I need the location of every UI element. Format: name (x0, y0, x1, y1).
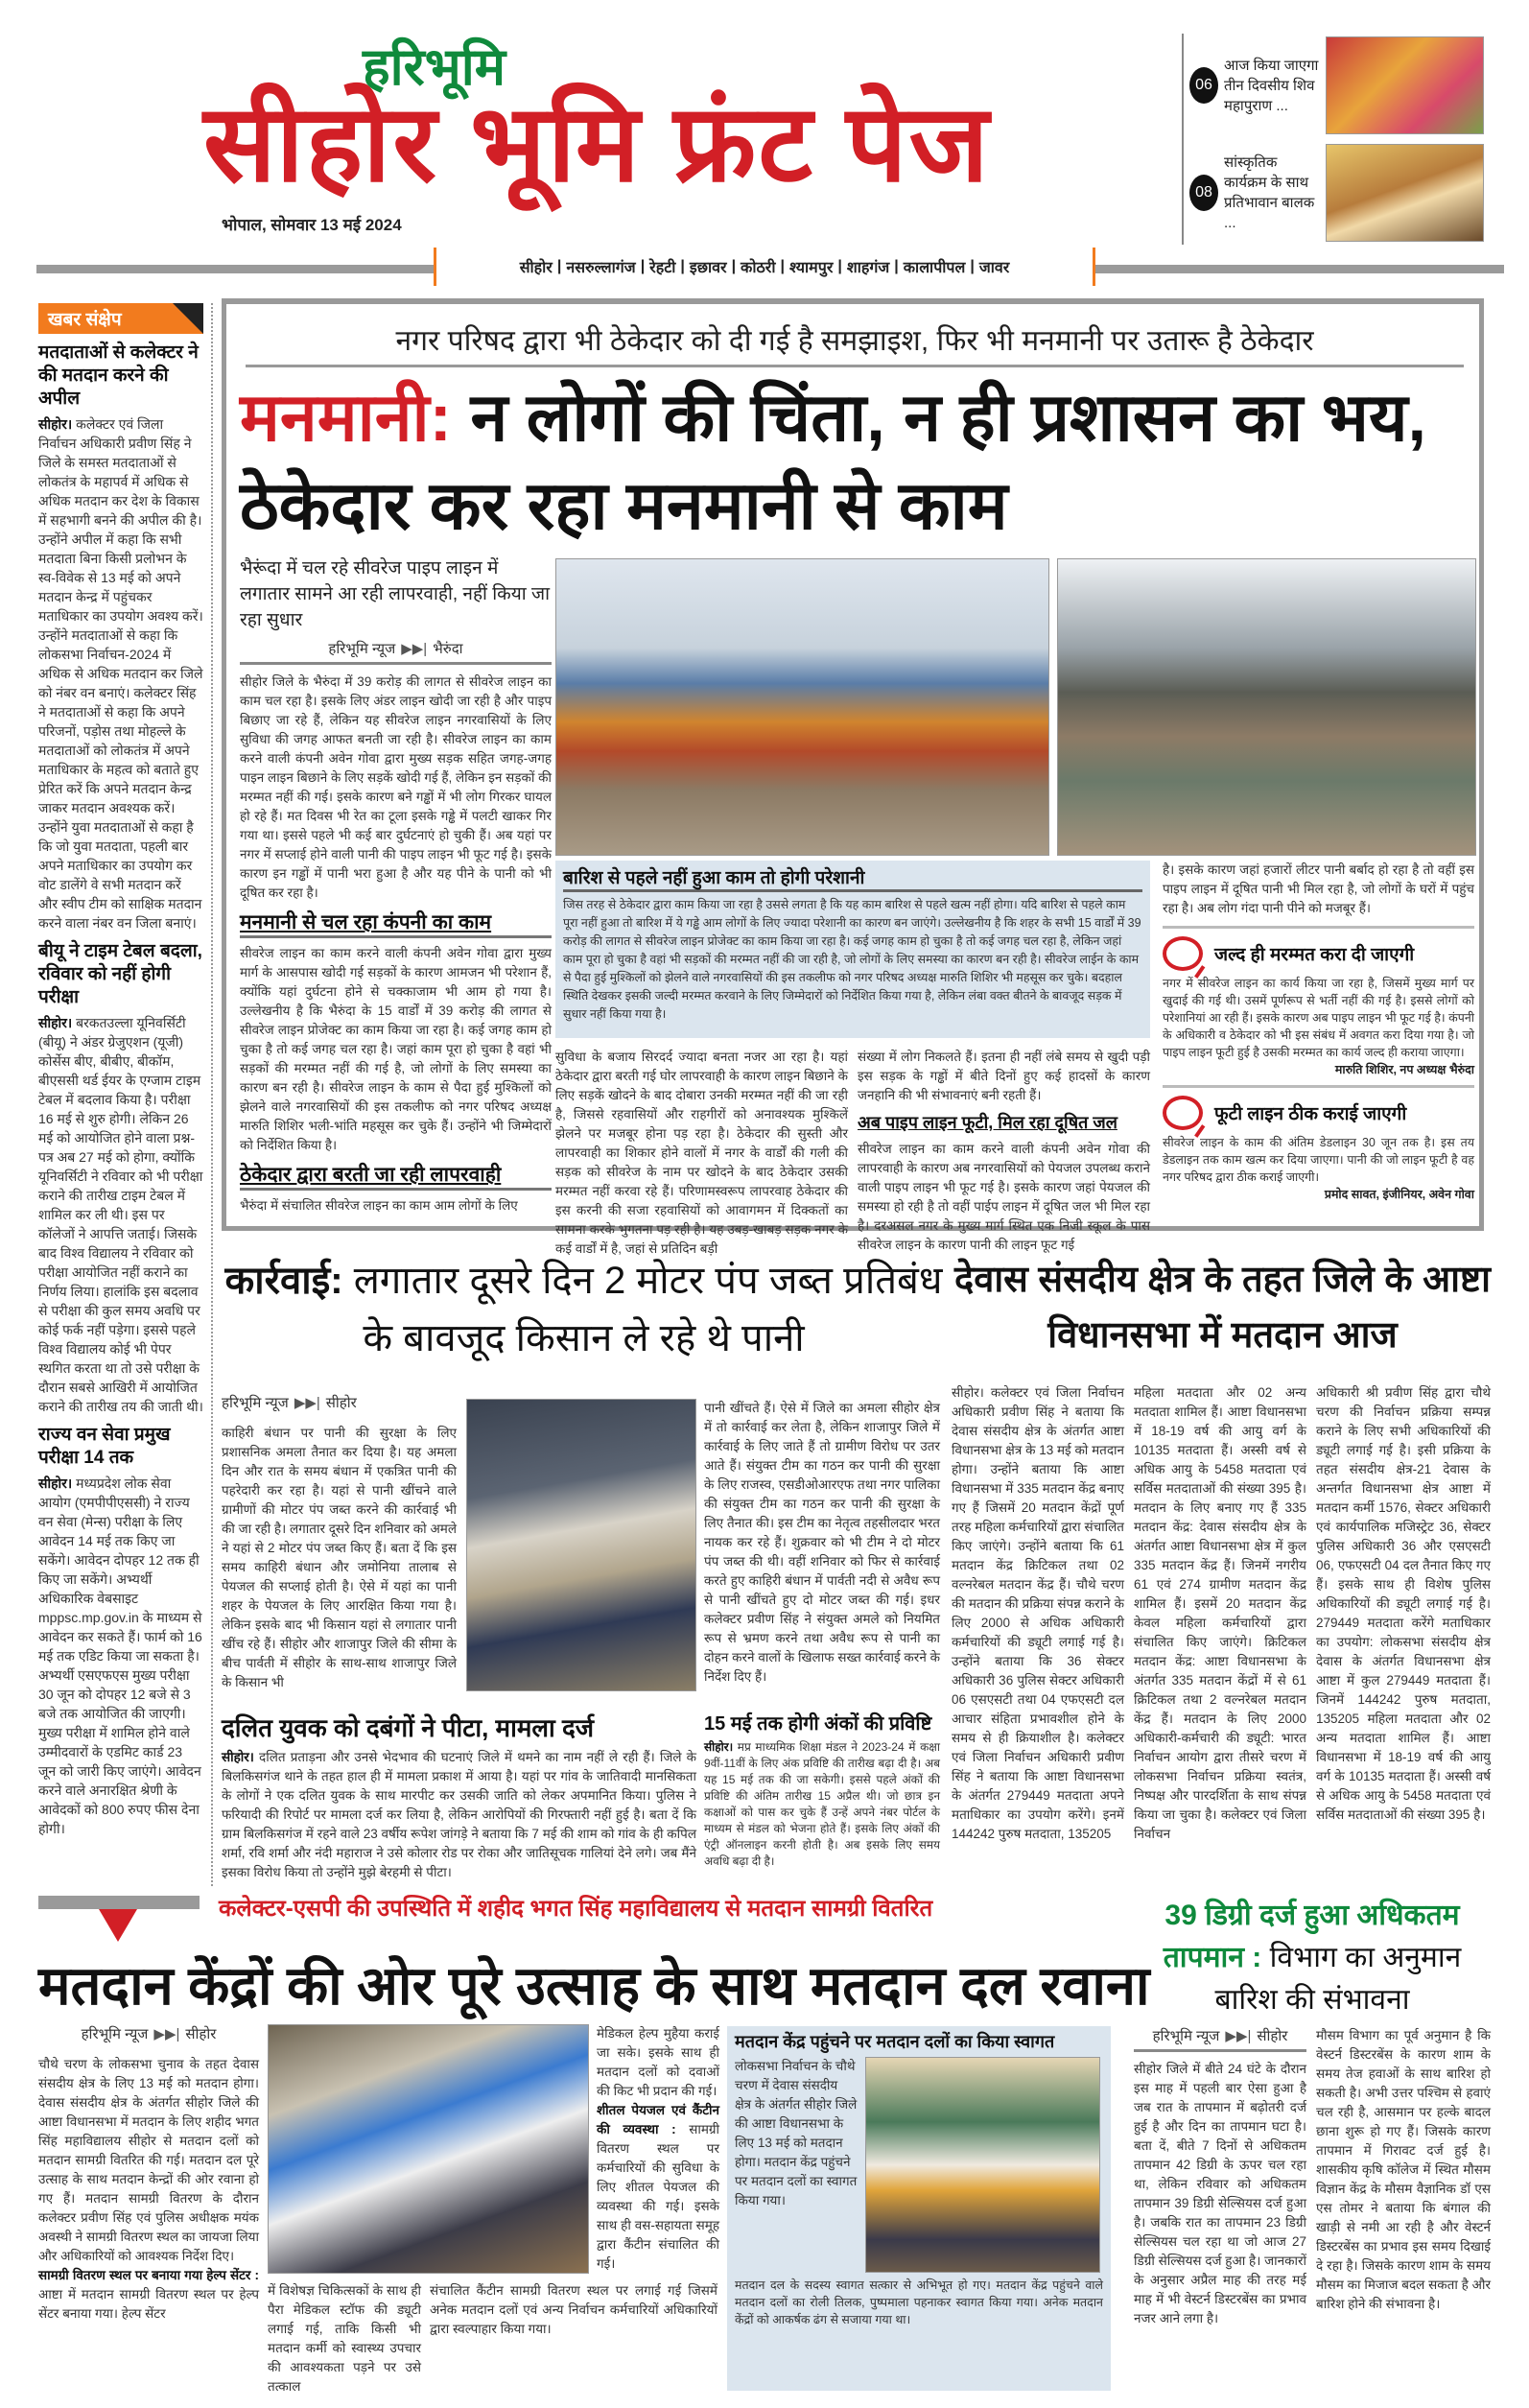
quote-box: फूटी लाइन ठीक कराई जाएगी (1163, 1085, 1474, 1130)
speech-bubble-icon (1163, 1096, 1203, 1130)
nav-item[interactable]: नसरुल्लागंज (566, 260, 636, 276)
subheading: मनमानी से चल रहा कंपनी का काम (240, 909, 552, 938)
brief-title: मतदाताओं से कलेक्टर ने की मतदान करने की अपील (38, 342, 199, 409)
subheading: ठेकेदार द्वारा बरती जा रही लापरवाही (240, 1161, 552, 1191)
lead-headline: मनमानी: न लोगों की चिंता, न ही प्रशासन का भय, ठेकेदार कर रहा मनमानी से काम (240, 380, 1426, 543)
polling-strap: कलेक्टर-एसपी की उपस्थिति में शहीद भगत सिंह महाविद्यालय से मतदान सामग्री वितरित (219, 1896, 933, 1922)
forward-arrow-icon: ▶▶| (294, 1395, 320, 1411)
seized-pump-photo (466, 1399, 696, 1691)
lead-deck: नगर परिषद द्वारा भी ठेकेदार को दी गई है समझाइश, फिर भी मनमानी पर उतारू है ठेकेदार (246, 319, 1464, 367)
dewas-headline: देवास संसदीय क्षेत्र के तहत जिले के आष्टा विधानसभा में मतदान आज (954, 1260, 1491, 1356)
action-body: पानी खींचते हैं। ऐसे में जिले का अमला सीहोर क्षेत्र में तो कार्रवाई कर लेता है, लेकिन शाजापुर जिले में कार्रवाई के लिए जाते हैं तो ग्रामीण विरोध पर उतर आते हैं। संयुक्त टीम का गठन कर पानी की सुरक्षा के लिए राजस्व, एसडीओआरएफ तथा नगर पालिका की संयुक्त टीम का गठन कर पानी की सुरक्षा के लिए तैनात की। इस टीम का नेतृत्व तहसीलदार भरत नायक कर रहे हैं। शुक्रवार को भी टीम ने दो मोटर पंप जब्त की थी। वहीं शनिवार को फिर से कार्रवाई करते हुए काहिरी बंधान में पार्वती नदी से अवैध रूप से पानी खींचते हुए दो मोटर जब्त की गई। इधर कलेक्टर प्रवीण सिंह ने संयुक्त अमले को नियमित रूप से भ्रमण करने तथा अवैध रूप से पानी का दोहन करने वालों के खिलाफ सख्त कार्रवाई करने के निर्देश दिए हैं। (704, 1401, 940, 1684)
overturned-truck-photo (555, 558, 1049, 856)
nav-item[interactable]: जावर (978, 260, 1010, 276)
brief-title: बीयू ने टाइम टेबल बदला, रविवार को नहीं होगी परीक्षा (38, 941, 202, 1007)
dalit-body: सीहोर। दलित प्रताड़ना और उनसे भेदभाव की घटनाएं जिले में थमने का नाम नहीं ले रही हैं। जिले के बिलकिसगंज थाने के तहत हाल ही में मामला प्रकाश में आया है। यहां पर गांव के जातिवादी मानसिकता के लोगों ने एक दलित युवक के साथ मारपीट कर उसकी जाति को लेकर अपमानित किया। पुलिस ने फरियादी की रिपोर्ट पर मामला दर्ज कर लिया है, लेकिन आरोपियों की गिरफ्तारी नहीं हुई है। बता दें कि ग्राम बिलकिसगंज में रहने वाले 23 वर्षीय रूपेश जांगड़े ने बताया कि 7 मई की शाम को गांव के ही कपिल शर्मा, रवि शर्मा और नंदी महाराज ने उसे कोलार रोड पर रोका और जातिसूचक गालियां देने लगे। जब मैंने इसका विरोध किया तो उन्होंने मुझे बेरहमी से पीटा। (222, 1750, 696, 1879)
marks-body: सीहोर। मप्र माध्यमिक शिक्षा मंडल ने 2023-24 में कक्षा 9वीं-11वीं के लिए अंक प्रविष्टि की तारीख बढ़ा दी है। अब यह 15 मई तक की जा सकेगी। इससे पहले अंकों की प्रविष्टि की अंतिम तारीख 15 अप्रैल थी। जो छात्र इन कक्षाओं को पास कर चुके हैं उन्हें अपने नंबर पोर्टल के माध्यम से मंडल को भेजना होते हैं। इसके लिए अंकों की एंट्री ऑनलाइन करनी होती है। अब इसके लिए समय अवधि बढ़ा दी है। (704, 1740, 940, 1868)
welcome-photo (865, 2057, 1100, 2273)
lead-story (222, 298, 1484, 1256)
polling-body: शीतल पेयजल एवं कैंटीन की व्यवस्था : सामग्री वितरण स्थल पर कर्मचारियों की सुविधा के लिए शीतल पेयजल की व्यवस्था की गई। इसके साथ ही वस-सहायता समूह द्वारा कैंटीन संचालित की गई। (597, 2103, 720, 2271)
polling-body: मेडिकल हेल्प मुहैया कराई जा सके। इसके साथ ही मतदान दलों को दवाओं की किट भी प्रदान की गई। (597, 2026, 719, 2098)
box-body: मतदान दल के सदस्य स्वागत सत्कार से अभिभूत हो गए। मतदान केंद्र पहुंचने वाले मतदान दलों का रोली तिलक, पुष्पमाला पहनाकर स्वागत किया गया। अनेक मतदान केंद्रों को आकर्षक ढंग से सजाया गया था। (735, 2278, 1103, 2326)
nav-item[interactable]: कालापीपल (903, 260, 966, 276)
lead-intro: भैरूंदा में चल रहे सीवरेज पाइप लाइन में लगातार सामने आ रही लापरवाही, नहीं किया जा रहा सुधार (240, 558, 551, 630)
forward-arrow-icon: ▶▶| (153, 2026, 180, 2042)
polling-body: सामग्री वितरण स्थल पर बनाया गया हेल्प सेंटर : आष्टा में मतदान सामग्री वितरण स्थल पर हेल्प सेंटर बनाया गया। हेल्प सेंटर (38, 2268, 259, 2321)
byline: हरिभूमि न्यूज ▶▶| सीहोर (1134, 2026, 1306, 2052)
teaser-text: सांस्कृतिक कार्यक्रम के साथ प्रतिभावान बालक ... (1224, 154, 1315, 231)
nav-item[interactable]: कोठरी (741, 260, 776, 276)
dug-road-photo (1057, 558, 1476, 856)
brief-title: राज्य वन सेवा प्रमुख परीक्षा 14 तक (38, 1425, 171, 1468)
dewas-col: महिला मतदाता और 02 अन्य मतदाता शामिल हैं। आष्टा विधानसभा में 18-19 वर्ष की आयु वर्ग के 10135 मतदाता हैं। अस्सी वर्ष से अधिक आयु के 5458 मतदाता एवं सर्विस मतदाताओं की संख्या 395 है। मतदान के लिए बनाए गए हैं 335 मतदान केंद्र: देवास संसदीय क्षेत्र के अंतर्गत आष्टा विधानसभा क्षेत्र में कुल 335 मतदान केंद्र हैं। जिनमें नगरीय 61 एवं 274 ग्रामीण मतदान केंद्र शामिल हैं। इसमें 20 मतदान केंद्र केवल महिला कर्मचारियों द्वारा संचालित किए जाएंगे। क्रिटिकल मतदान केंद्र: आष्टा विधानसभा के अंतर्गत 335 मतदान केंद्रों में से 61 क्रिटिकल तथा 2 वल्नरेबल मतदान केंद्र हैं। मतदान के लिए 2000 अधिकारी-कर्मचारी की ड्यूटी: भारत निर्वाचन आयोग द्वारा तीसरे चरण में लोकसभा निर्वाचन प्रक्रिया स्वतंत्र, निष्पक्ष और पारदर्शिता के साथ संपन्न किया जा चुका है। कलेक्टर एवं जिला निर्वाचन (1134, 1385, 1306, 1841)
teasers (1182, 34, 1508, 245)
page-number-badge: 08 (1189, 175, 1218, 211)
byline: हरिभूमि न्यूज ▶▶| सीहोर (81, 2026, 217, 2042)
dewas-col: अधिकारी श्री प्रवीण सिंह द्वारा चौथे चरण की निर्वाचन प्रक्रिया सम्पन्न कराने के लिए सभी अधिकारियों की ड्यूटी लगाई गई है। इसी प्रक्रिया के तहत संसदीय क्षेत्र-21 देवास के अन्तर्गत विधानसभा क्षेत्र आष्टा में मतदान कर्मी 1576, सेक्टर अधिकारी एवं कार्यपालिक मजिस्ट्रेट 36, सेक्टर पुलिस अधिकारी 36 और एसएसटी 06, एफएसटी 04 दल तैनात किए गए हैं। इसके साथ ही विशेष पुलिस अधिकारियों की ड्यूटी लगाई गई है। 279449 मतदाता करेंगे मताधिकार का उपयोग: लोकसभा संसदीय क्षेत्र देवास के अंतर्गत विधानसभा क्षेत्र आष्टा में कुल 279449 मतदाता हैं। जिनमें 144242 पुरुष मतदाता, 135205 महिला मतदाता और 02 अन्य मतदाता शामिल हैं। आष्टा विधानसभा में 18-19 वर्ष की आयु वर्ग के 10135 मतदाता हैं। अस्सी वर्ष से अधिक आयु के 5458 मतदाता एवं सर्विस मतदाताओं की संख्या 395 है। (1316, 1385, 1491, 1822)
quote-box: जल्द ही मरम्मत करा दी जाएगी (1163, 926, 1474, 971)
weather-headline: 39 डिग्री दर्ज हुआ अधिकतम तापमान : विभाग का अनुमान बारिश की संभावना (1163, 1900, 1462, 2016)
quote-author: प्रमोद सावत, इंजीनियर, अवेन गोवा (1324, 1188, 1474, 1201)
forward-arrow-icon: ▶▶| (1225, 2028, 1252, 2044)
dalit-title: दलित युवक को दबंगों ने पीटा, मामला दर्ज (222, 1713, 595, 1742)
page-title: सीहोर भूमि फ्रंट पेज (203, 83, 991, 203)
teaser[interactable] (1184, 34, 1508, 137)
town-nav: सीहोर | नसरुल्लागंज | रेहटी | इछावर | कोठरी | श्यामपुर | शाहगंज | कालापीपल | जावर (434, 248, 1095, 286)
brief-body: सीहोर। बरकतउल्ला यूनिवर्सिटी (बीयू) ने अंडर ग्रेजुएशन (यूजी) कोर्सेस बीए, बीबीए, बीकॉम, बीएससी थर्ड ईयर के एग्जाम टाइम टेबल में बदलाव किया है। परीक्षा 16 मई से शुरु होगी। लेकिन 26 मई को आयोजित होने वाला प्रश्न-पत्र अब 27 मई को होगा, क्योंकि यूनिवर्सिटी ने रविवार को भी परीक्षा कराने की तारीख टाइम टेबल में शामिल कर ली थी। इस पर कॉलेजों ने आपत्ति जताई। जिसके बाद विश्व विद्यालय ने रविवार को परीक्षा आयोजित नहीं कराने का निर्णय लिया। हालांकि इस बदलाव से परीक्षा की कुल समय अवधि पर कोई फर्क नहीं पड़ेगा। इससे पहले विश्व विद्यालय कोई भी पेपर स्थगित करता था तो उसे परीक्षा के दौरान सबसे आखिरी में आयोजित कराने की तारीख तय की जाती थी। (38, 1015, 203, 1414)
welcome-box (727, 2026, 1111, 2391)
lead-body: संख्या में लोग निकलते हैं। इतना ही नहीं लंबे समय से खुदी पड़ी इस सड़क के गड्ढों में बीते दिनों हुए कई हादसों के कारण जनहानि की भी संभावनाएं बनी रहती हैं। (858, 1050, 1150, 1102)
lead-body: सीवरेज लाइन का काम करने वाली कंपनी अवेन गोवा द्वारा मुख्य मार्ग के आसपास खोदी गई सड़कों के कारण आमजन भी परेशान हैं, क्योंकि यहां दुर्घटना होने से चक्काजाम भी आम हो गया है। उल्लेखनीय है कि भैरुंदा के 15 वार्डों में 39 करोड़ की लागत से सीवरेज लाइन प्रोजेक्ट का काम किया जा रहा है। कई जगह काम हो चुका है तो कई जगह चल रहा है। जहां काम पूरा हो चुका है वहां भी सड़कों की मरम्मत नहीं की गई है, जो लोगों के लिए समस्या का कारण बन रही है। सीवरेज लाइन के काम से पैदा हुई मुश्किलों को झेलने वाले नगरवासियों की इस तकलीफ को नगर परिषद अध्यक्ष मारुति शिशिर भली-भांति महसूस कर चुके हैं। उन्होंने भी जिम्मेदारों को निर्देशित किया है। (240, 946, 552, 1152)
polling-headline: मतदान केंद्रों की ओर पूरे उत्साह के साथ मतदान दल रवाना (38, 1955, 1150, 2016)
teaser-photo (1326, 36, 1484, 134)
page-number-badge: 06 (1189, 67, 1218, 104)
weather-body: मौसम विभाग का पूर्व अनुमान है कि वेस्टर्न डिस्टरबेंस के कारण शाम के समय तेज हवाओं के साथ बारिश हो सकती है। अभी उत्तर पश्चिम से हवाएं चल रही है, आसमान पर हल्के बादल छाना शुरू हो गए हैं। जिसके कारण तापमान में गिरावट दर्ज हुई है। शासकीय कृषि कॉलेज में स्थित मौसम विज्ञान केंद्र के मौसम वैज्ञानिक डॉ एस एस तोमर ने बताया कि बंगाल की खाड़ी से नमी आ रही है और वेस्टर्न डिस्टरबेंस का प्रभाव इस समय दिखाई दे रहा है। जिसके कारण शाम के समय मौसम का मिजाज बदल सकता है और बारिश होने की संभावना है। (1316, 2028, 1491, 2311)
marks-title: 15 मई तक होगी अंकों की प्रविष्टि (704, 1713, 932, 1735)
lead-body: सीवरेज लाइन का काम करने वाली कंपनी अवेन गोवा की लापरवाही के कारण अब नगरवासियों को पेयजल उपलब्ध कराने वाली पाइप लाइन भी फूट गई है। इसके कारण जहां पेयजल की समस्या हो रही है तो वहीं पाईप लाइन में दूषित जल भी मिल रहा है। दरअसल नगर के मुख्य मार्ग स्थित एक निजी स्कूल के पास सीवरेज लाइन के कारण पानी की लाइन फूट गई (858, 1142, 1150, 1252)
column-divider (211, 303, 213, 1886)
lead-body: है। इसके कारण जहां हजारों लीटर पानी बर्बाद हो रहा है तो वहीं इस पाइप लाइन में दूषित पानी भी मिल रहा है, जो लोगों के घरों में पहुंच रहा है। अब लोग गंदा पानी पीने को मजबूर हैं। (1163, 862, 1474, 915)
action-body: काहिरी बंधान पर पानी की सुरक्षा के लिए प्रशासनिक अमला तैनात कर दिया है। यह अमला दिन और रात के समय बंधान में एकत्रित पानी की पहरेदारी कर रहा है। यहां से पानी खींचने वाले ग्रामीणों की मोटर पंप जब्त करने की कार्रवाई भी की जा रही है। लगातार दूसरे दिन शनिवार को अमले ने यहां से 2 मोटर पंप जब्त किए हैं। बता दें कि इस समय काहिरी बंधान और जमोनिया तालाब से पेयजल की सप्लाई होती है। ऐसे में यहां का पानी शहर के पेयजल के लिए आरक्षित किया गया है। लेकिन इसके बाद भी किसान यहां से लगातार पानी खींच रहे हैं। सीहोर और शाजापुर जिले की सीमा के बीच पार्वती में सीहोर के साथ-साथ शाजापुर जिले के किसान भी (222, 1426, 457, 1689)
teaser-text: आज किया जाएगा तीन दिवसीय शिव महापुराण ... (1224, 57, 1319, 114)
polling-body: संचालित कैंटीन सामग्री वितरण स्थल पर लगाई गई जिसमें अनेक मतदान दलों एवं अन्य निर्वाचन कर्मचारियों अधिकारियों द्वारा स्वल्पाहार किया गया। (430, 2283, 717, 2336)
nav-item[interactable]: सीहोर (519, 260, 553, 276)
info-box (555, 861, 1150, 1038)
nav-item[interactable]: श्यामपुर (788, 260, 834, 276)
gray-tab (38, 1896, 200, 1909)
lead-body: भैरुंदा में संचालित सीवरेज लाइन का काम आम लोगों के लिए (240, 1198, 518, 1213)
teaser-photo (1326, 144, 1484, 242)
lead-body: सुविधा के बजाय सिरदर्द ज्यादा बनता नजर आ रहा है। यहां ठेकेदार द्वारा बरती गई घोर लापरवाही के कारण लाइन बिछाने के लिए सड़कें खोदने के बाद दोबारा उनकी मरम्मत नहीं की जा रही है, जिससे रहवासियों और राहगीरों को अनावश्यक मुश्किलें झेलने पर मजबूर होना पड़ रहा है। ठेकेदार की सुस्ती और लापरवाही का शिकार होने वालों में नगर के वार्डों की गली की सड़क को सीवरेज के नाम पर खोदने के बाद ठेकेदार उसकी मरम्मत नहीं करवा रहे हैं। परिणामस्वरूप लापरवाह ठेकेदार की इस करनी की सजा रहवासियों को आवागमन में दिक्कतों का सामना करके भुगतना पड़ रही है। यह उबड़-खाबड़ सड़क नगर के कई वार्डों में है, जहां से प्रतिदिन बड़ी (555, 1050, 848, 1256)
polling-team-photo (268, 2024, 589, 2274)
polling-body: में विशेषज्ञ चिकित्सकों के साथ ही पैरा मेडिकल स्टॉफ की ड्यूटी लगाई गई, ताकि किसी भी मतदान कर्मी को स्वास्थ्य उपचार की आवश्यकता पड़ने पर उसे तत्काल (268, 2283, 421, 2394)
brief-label: खबर संक्षेप (38, 303, 203, 334)
teaser[interactable] (1184, 141, 1508, 245)
brand-logo: हरिभूमि (363, 38, 506, 96)
box-title: मतदान केंद्र पहुंचने पर मतदान दलों का किया स्वागत (735, 2032, 1055, 2051)
weather-body: सीहोर जिले में बीते 24 घंटे के दौरान इस माह में पहली बार ऐसा हुआ है जब रात के तापमान में बढ़ोतरी दर्ज हुई है और दिन का तापमान घटा है। बता दें, बीते 7 दिनों से अधिकतम तापमान 42 डिग्री के ऊपर चल रहा था, लेकिन रविवार को अधिकतम तापमान 39 डिग्री सेल्सियस दर्ज हुआ है। जबकि रात का तापमान 23 डिग्री सेल्सियस चल रहा था जो आज 27 डिग्री सेल्सियस दर्ज हुआ है। जानकारों के अनुसार अप्रैल माह की तरह मई माह में भी वेस्टर्न डिस्टरबेंस का प्रभाव नजर आने लगा है। (1134, 2062, 1306, 2325)
box-body: जिस तरह से ठेकेदार द्वारा काम किया जा रहा है उससे लगता है कि यह काम बारिश से पहले खत्म नहीं होगा। यदि बारिश से पहले काम पूरा नहीं हुआ तो बारिश में ये गड्ढे आम लोगों के लिए ज्यादा परेशानी का कारण बन जाएंगे। उल्लेखनीय है कि शहर के सभी 15 वार्डों में 39 करोड़ की लागत से सीवरेज लाइन प्रोजेक्ट का काम किया जा रहा है। कई जगह काम हो चुका है तो कई जगह चल रहा है, लेकिन जहां काम पूरा हो चुका है वहां भी सड़कों की मरम्मत नहीं की जा रही है, जो लोगों के लिए समस्या का कारण बन रही है। सीवरेज लाईन के काम से पैदा हुई मुश्किलों को झेलने वाले नगरवासियों की इस तकलीफ को नगर परिषद अध्यक्ष मारुति शिशिर भी महसूस कर चुके। बदहाल स्थिति देखकर इसकी जल्दी मरम्मत करवाने के लिए जिम्मेदारों को निर्देशित किया गया है, लेकिन लंबा वक्त बीतने के बावजूद सड़क में सुधार नहीं किया गया है। (563, 898, 1141, 1021)
box-lead: लोकसभा निर्वाचन के चौथे चरण में देवास संसदीय क्षेत्र के अंतर्गत सीहोर जिले की आष्टा विधानसभा के लिए 13 मई को मतदान होगा। मतदान केंद्र पहुंचने पर मतदान दलों का स्वागत किया गया। (735, 2059, 858, 2207)
chevron-down-icon (99, 1909, 137, 1942)
forward-arrow-icon: ▶▶| (401, 641, 428, 657)
dewas-col: सीहोर। कलेक्टर एवं जिला निर्वाचन अधिकारी प्रवीण सिंह ने बताया कि देवास संसदीय क्षेत्र के अंतर्गत आष्टा विधानसभा क्षेत्र के 13 मई को मतदान होगा। उन्होंने बताया कि आष्टा विधानसभा में 335 मतदान केंद्र बनाए गए हैं जिसमें 20 मतदान केंद्रों पूर्ण तरह महिला कर्मचारियों द्वारा संचालित किए जाएंगे। उन्होंने बताया कि 61 मतदान केंद्र क्रिटिकल तथा 02 वल्नरेबल मतदान केंद्र हैं। चौथे चरण की मतदान की प्रक्रिया संपन्न कराने के लिए 2000 से अधिक अधिकारी कर्मचारियों की ड्यूटी लगाई गई है। उन्होंने बताया कि 36 सेक्टर अधिकारी 36 पुलिस सेक्टर अधिकारी 06 एसएसटी तथा 04 एफएसटी दल आचार संहिता प्रभावशील होने के समय से ही क्रियाशील है। कलेक्टर एवं जिला निर्वाचन अधिकारी प्रवीण सिंह ने बताया कि आष्टा विधानसभा के अंतर्गत 279449 मतदाता अपने मताधिकार का उपयोग करेंगे। इनमें 144242 पुरुष मतदाता, 135205 (952, 1385, 1124, 1841)
headline-kicker: मनमानी: (240, 380, 452, 455)
brief-body: सीहोर। कलेक्टर एवं जिला निर्वाचन अधिकारी प्रवीण सिंह ने जिले के समस्त मतदाताओं से लोकतंत्र के महापर्व में अधिक से अधिक मतदान कर देश के विकास में सहभागी बनने की अपील की है। उन्होंने अपील में कहा कि सभी मतदाता बिना किसी प्रलोभन के स्व-विवेक से 13 मई को अपने मतदान केन्द्र में पहुंचकर मताधिकार का उपयोग अवश्य करें। उन्होंने मतदाताओं से कहा कि लोकसभा निर्वाचन-2024 में अधिक से अधिक मतदान कर जिले को नंबर वन बनाएं। कलेक्टर सिंह ने मतदाताओं से कहा कि अपने परिजनों, पड़ोस तथा मोहल्ले के मतदाताओं को लोकतंत्र में अपने मताधिकार के महत्व को बताते हुए प्रेरित करें कि अपने मतदान केन्द्र जाकर मतदान अवश्यक करें। उन्होंने युवा मतदाताओं से कहा है कि जो युवा मतदाता, पहली बार अपने मताधिकार का उपयोग कर वोट डालेंगे वे सभी मतदान करें और स्वीप टीम को साक्षिक मतदान करने वाला नंबर वन जिला बनाएं। (38, 416, 203, 931)
nav-item[interactable]: रेहटी (649, 260, 676, 276)
subheading: अब पाइप लाइन फूटी, मिल रहा दूषित जल (858, 1113, 1117, 1132)
action-headline: कार्रवाई: लगातार दूसरे दिन 2 मोटर पंप जब्त प्रतिबंध के बावजूद किसान ले रहे थे पानी (224, 1260, 943, 1359)
lead-body: सीहोर जिले के भैरुंदा में 39 करोड़ की लागत से सीवरेज लाइन का काम चल रहा है। इसके लिए अंडर लाइन खोदी जा रही है और पाइप बिछाए जा रहे हैं, लेकिन यह सीवरेज लाइन नगरवासियों के लिए सुविधा की जगह आफत बनती जा रही है। सीवरेज लाइन का काम करने वाली कंपनी अवेन गोवा द्वारा मुख्य सड़क सहित जगह-जगह पाइन लाइन बिछाने के लिए सड़कें खोदी गई हैं, लेकिन इन सड़कों की मरम्मत नहीं की गई। इसके कारण बने गड्ढों में भी लोग गिरकर घायल हो रहे हैं। मत दिवस भी रेत का टूला इसके गड्ढे में पलटी खाकर गिर गया था। इससे पहले भी कई बार दुर्घटनाएं हो चुकी हैं। अब यहां पर नगर में सप्लाई होने वाली पानी की पाइप लाइन भी फूट गई है। इसके कारण इन गड्ढों में पानी भरा हुआ है और यह पीने के पानी को भी दूषित कर रहा है। (240, 674, 552, 900)
byline: हरिभूमि न्यूज ▶▶| भैरुंदा (240, 639, 552, 665)
nav-item[interactable]: शाहगंज (846, 260, 890, 276)
dateline: भोपाल, सोमवार 13 मई 2024 (222, 216, 402, 234)
speech-bubble-icon (1163, 936, 1203, 971)
quote-body: नगर में सीवरेज लाइन का कार्य किया जा रहा है, जिसमें मुख्य मार्ग पर खुदाई की गई थी। उसमें पूर्णरूप से भर्ती नहीं की गई है। इससे लोगों को परेशानियां आ रही हैं। इसके कारण अब पाइप लाइन भी फूट गई है। कंपनी के अधिकारी व ठेकेदार को भी इस संबंध में अवगत करा दिया गया है। जो पाइप लाइन फूटी हुई है उसकी मरम्मत का कार्य जल्द ही कराया जाएगा। (1163, 977, 1474, 1059)
byline: हरिभूमि न्यूज ▶▶| सीहोर (222, 1395, 357, 1411)
quote-author: मारुति शिशिर, नप अध्यक्ष भैरुंदा (1334, 1063, 1474, 1076)
nav-item[interactable]: इछावर (689, 260, 727, 276)
news-brief-column (38, 303, 203, 1886)
polling-body: चौथे चरण के लोकसभा चुनाव के तहत देवास संसदीय क्षेत्र के लिए 13 मई को मतदान होगा। देवास संसदीय क्षेत्र के अंतर्गत सीहोर जिले की आष्टा विधानसभा में मतदान के लिए शहीद भगत सिंह महाविद्यालय सीहोर से मतदान दलों को मतदान सामग्री वितरित की गई। मतदान दल पूरे उत्साह के साथ मतदान केन्द्रों की ओर रवाना हो गए हैं। मतदान सामग्री वितरण के दौरान कलेक्टर प्रवीण सिंह एवं पुलिस अधीक्षक मयंक अवस्थी ने सामग्री वितरण स्थल का जायजा लिया और अधिकारियों को आवश्यक निर्देश दिए। (38, 2057, 259, 2263)
brief-body: सीहोर। मध्यप्रदेश लोक सेवा आयोग (एमपीपीएससी) ने राज्य वन सेवा (मेन्स) परीक्षा के लिए आवेदन 14 मई तक किए जा सकेंगे। आवेदन दोपहर 12 तक ही किए जा सकेंगे। अभ्यर्थी अधिकारिक वेबसाइट mppsc.mp.gov.in के माध्यम से आवेदन कर सकते हैं। फार्म को 16 मई तक एडिट किया जा सकता है। अभ्यर्थी एसएफएस मुख्य परीक्षा 30 जून को दोपहर 12 बजे से 3 बजे तक आयोजित की जाएगी। मुख्य परीक्षा में शामिल होने वाले उम्मीदवारों के एडमिट कार्ड 23 जून को जारी किए जाएंगे। आवेदन करने वाले अनारक्षित श्रेणी के आवेदकों को 800 रुपए फीस देना होगी। (38, 1475, 202, 1836)
box-title: बारिश से पहले नहीं हुआ काम तो होगी परेशानी (563, 864, 1142, 892)
quote-body: सीवरेज लाइन के काम की अंतिम डेडलाइन 30 जून तक है। इस तय डेडलाइन तक काम खत्म कर दिया जाएगा। पानी की जो लाइन फूटी है वह नगर परिषद द्वारा ठीक कराई जाएगी। (1163, 1136, 1474, 1184)
